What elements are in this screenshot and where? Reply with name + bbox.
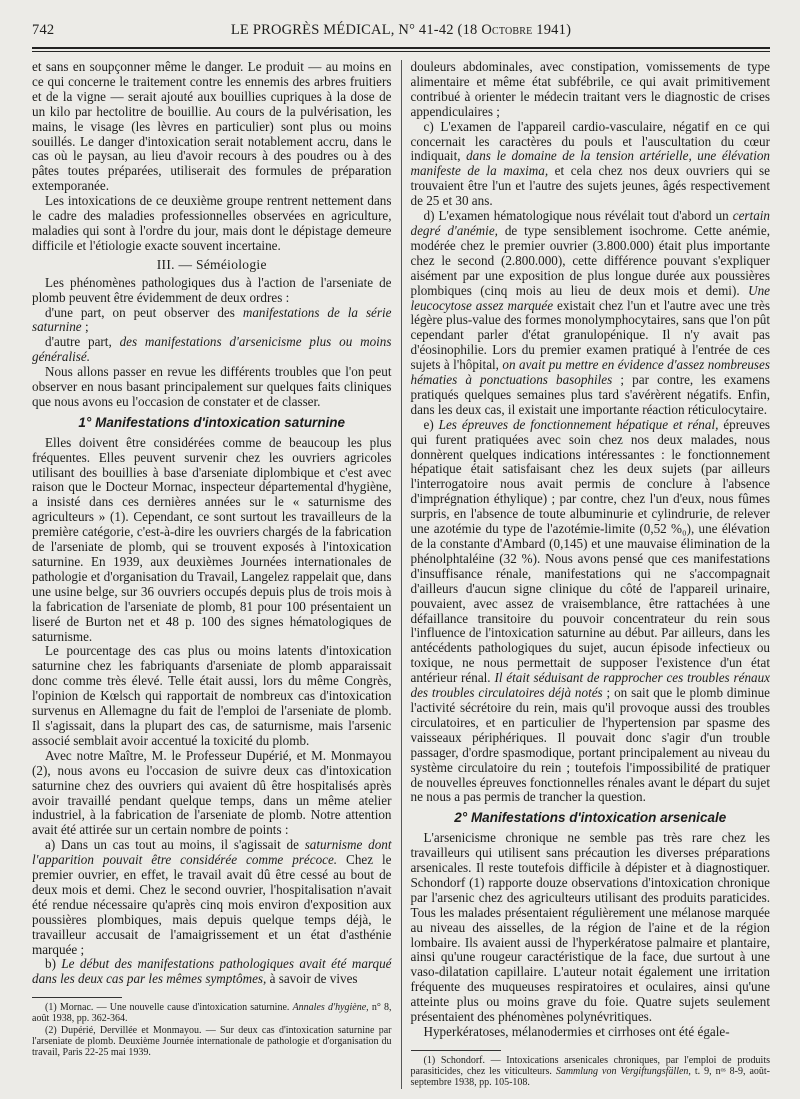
paragraph: Le pourcentage des cas plus ou moins latents d'intoxication saturnine chez les fabriquants d'arseniate de plomb apparaissait donc comme très élevé. Telle était aussi, lors du même Congrès, l'opinion de Kœlsch qui rapportait de nombreux cas d'intoxication survenus en Allemagne du fait de l'emploi de l'arseniate de plomb. Il s'agissait, dans la plupart des cas, de saturnisme, mais l'arsenic associé semblait avoir accentué la toxicité du plomb. xyxy=(32,643,392,748)
running-header xyxy=(32,22,770,44)
text: c) L'examen de l'appareil cardio-vasculaire, négatif en ce qui concernait les caractères du pouls et l'auscultation du cœur indiquait, xyxy=(410,118,770,164)
italic-text: certain degré d'anémie, xyxy=(410,208,770,238)
text: (1) Schondorf. — Intoxications arsenicales chroniques, par l'emploi de produits parasiticides, chez les viticulteurs. xyxy=(410,1054,770,1078)
italic-text: Annales d'hygiène, xyxy=(292,1002,369,1014)
paragraph: Avec notre Maître, M. le Professeur Dupérié, et M. Monmayou (2), nous avons eu l'occasion de suivre deux cas d'intoxication saturnine chez des ouvriers qui avaient dû être hospitalisés après avoir travaillé pendant quelque temps, dans un même atelier industriel, à la fabrication de l'arseniate de plomb. Notre attention avait été attirée sur un certain nombre de points : xyxy=(32,747,392,838)
italic-text: des manifestations d'arsenicisme plus ou moins généralisé. xyxy=(32,334,392,365)
italic-text: Le début des manifestations pathologiques avait été marqué dans les deux cas par les mêmes symptômes, xyxy=(32,956,392,987)
italic-text: dans le domaine de la tension artérielle, une élévation manifeste de la maxima, xyxy=(410,148,770,179)
text: ; on sait que le plomb diminue l'activité sécrétoire du rein, mais qu'il provoque aussi des troubles circulatoires, et en particulier de l'hypertension par spasme des vaisseaux périphériques. Il pouvait donc s'agir d'un trouble passager, d'ordre spasmodique, portant principalement au niveau du système circulatoire du rein ; toutefois l'impossibilité de pratiquer de nouvelles épreuves fonctionnelles rénales avant le départ du sujet ne nous a pas permis de trancher la question. xyxy=(410,685,770,805)
page-number: 742 xyxy=(32,22,55,38)
section-heading: III. — Séméiologie xyxy=(156,256,267,272)
paragraph: douleurs abdominales, avec constipation, vomissements de type alimentaire et même état subfébrile, ce qui avait primitivement contribué à orienter le médecin traitant vers le diagnostic de crises appendiculaires ; xyxy=(410,59,770,119)
paragraph xyxy=(32,335,392,365)
paragraph xyxy=(32,306,392,336)
text: b) xyxy=(45,956,62,972)
paragraph: Hyperkératoses, mélanodermies et cirrhoses ont été égale- xyxy=(423,1024,730,1039)
text: ; xyxy=(81,319,89,335)
text: d'une part, on peut observer des xyxy=(45,304,243,320)
text: de type sensiblement isochrome. Cette anémie, modérée chez le premier ouvrier (3.800.000) était plus importante chez le second (2.800.000), cette différence pouvant s'expliquer aisément par une exposition de plus longue durée aux poussières plombiques (cinq mois au lieu de deux mois et demi). xyxy=(410,222,770,298)
footnote xyxy=(32,1002,392,1024)
text: d'autre part, xyxy=(45,334,120,350)
italic-text: Une leucocytose assez marquée xyxy=(410,282,770,313)
paragraph xyxy=(411,418,771,806)
paragraph xyxy=(411,209,771,418)
header-rule xyxy=(32,47,770,52)
right-column xyxy=(401,60,771,1089)
text: a) Dans un cas tout au moins, il s'agissait de xyxy=(45,837,305,853)
subsection-heading: 2° Manifestations d'intoxication arsenicale xyxy=(454,810,727,826)
text: ; par contre, les examens pratiqués quelques semaines plus tard s'avérèrent négatifs. Enfin, dans les deux cas, il existait une importante réaction réticulocytaire. xyxy=(410,372,770,417)
footnote: (2) Dupérié, Dervillée et Monmayou. — Sur deux cas d'intoxication saturnine par l'arseniate de plomb. Deuxième Journée internationale de pathologie et d'organisation du travail, Paris 22-25 mai 1939. xyxy=(32,1024,392,1059)
italic-text: Il était séduisant de rapprocher ces troubles rénaux des troubles circulatoires déjà notés xyxy=(410,670,770,701)
subsection-heading: 1° Manifestations d'intoxication saturnine xyxy=(78,414,346,430)
italic-text: on avait pu mettre en évidence d'assez nombreuses hématies à ponctuations basophiles xyxy=(410,357,770,388)
footnote-rule xyxy=(411,1050,501,1051)
paragraph xyxy=(411,120,771,209)
text: n° 8, août 1938, pp. 362-364. xyxy=(32,1002,392,1025)
paragraph: Les phénomènes pathologiques dus à l'action de l'arseniate de plomb peuvent être évidemment de deux ordres : xyxy=(32,274,392,305)
paragraph xyxy=(32,838,392,957)
left-column xyxy=(32,60,401,1089)
text: d) L'examen hématologique nous révélait tout d'abord un xyxy=(423,208,733,224)
footnote xyxy=(411,1055,771,1089)
text: Chez le premier ouvrier, en effet, le travail avait dû être cessé au bout de deux mois et demi. Chez le second ouvrier, l'hospitalisation n'avait été rendue nécessaire qu'après cinq mois environ d'exposition aux poussières plombiques, mais depuis quelque temps déjà, le travailleur accusait de l'amaigrissement et un état d'asthénie marquée ; xyxy=(32,852,392,957)
text: épreuves qui furent pratiquées avec soin chez nos deux malades, nous donnèrent quelques indications intéressantes : le fonctionnement hépatique était satisfaisant chez les deux sujets (par ailleurs l'interrogatoire nous avait permis de conclure à l'absence d'imprégnation éthylique) ; par contre, chez l'un d'eux, nous fûmes surpris, en l'absence de toute albuminurie et cylindrurie, de relever une azotémie du type de l'azotémie-limite (0,52 %₀), une élévation de la constante d'Ambard (0,145) et une mauvaise élimination de la phénolphtaléine (32 %). Nous avons pensé que ces manifestations d'insuffisance rénale, manifestations qui ne s'accompagnait d'ailleurs d'aucun signe clinique du côté de l'appareil urinaire, pouvaient, avec assez de vraisemblance, être rattachées à une défaillance transitoire du pouvoir concentrateur du rein sous l'influence de l'intoxication saturnine au début. Par ailleurs, dans les antécédents pathologiques du sujet, aucun épisode infectieux ou toxique, ne nous permettait de supposer l'existence d'un état antérieur rénal. xyxy=(410,416,771,686)
paragraph: Elles doivent être considérées comme de beaucoup les plus fréquentes. Elles peuvent survenir chez les ouvriers agricoles utilisant des bouillies à base d'arseniate diplombique et c'est avec raison que le Docteur Mornac, inspecteur départemental d'hygiène, a insisté dans ces dernières années sur le « saturnisme des agriculteurs » (1). Cependant, ce sont surtout les travailleurs de la première catégorie, c'est-à-dire les ouvriers chargés de la fabrication de l'arseniate de plomb, qui se trouvent exposés à l'intoxication saturnine. En 1939, aux deuxièmes Journées internationales de pathologie et d'organisation du Travail, Langelez rappelait que, dans une usine belge, sur 36 ouvriers occupés depuis plus de trois mois à la fabrication de l'arseniate de plomb, 81 pour 100 présentaient un liseré de Burton net et 48 p. 100 des signes hématologiques de saturnisme. xyxy=(32,434,392,644)
text: t. 9, nᵒˢ 8-9, août-septembre 1938, pp. 105-108. xyxy=(410,1066,770,1089)
italic-text: Les épreuves de fonctionnement hépatique et rénal, xyxy=(438,416,719,432)
italic-text: saturnisme dont l'apparition pouvait être considérée comme précoce. xyxy=(32,837,392,868)
italic-text: Sammlung von Vergiftungsfällen, xyxy=(555,1066,691,1078)
paragraph: et sans en soupçonner même le danger. Le produit — au moins en ce qui concerne le traitement contre les ennemis des arbres fruitiers et de la vigne — serait ajouté aux bouillies cupriques à la dose de un kilo par hectolitre de bouillie. Au cours de la pulvérisation, les mains, le visage (les lèvres en particulier) sont plus ou moins souillés. Le danger d'intoxication serait notablement accru, dans le cas où le paysan, au lieu d'avoir recours à des poudres ou à des pâtes toutes préparées, utiliserait des formules de préparation extemporanée. xyxy=(32,59,392,194)
paragraph: Les intoxications de ce deuxième groupe rentrent nettement dans le cadre des maladies professionnelles observées en agriculture, maladies qui sont à l'ordre du jour, mais dont le dépistage demeure difficile et l'étiologie exacte souvent incertaine. xyxy=(32,193,392,253)
paragraph xyxy=(32,957,392,987)
text: e) xyxy=(423,416,439,432)
journal-title: LE PROGRÈS MÉDICAL, N° 41-42 (18 Octobre 1941) xyxy=(230,22,572,38)
text: existait chez l'un et l'autre avec une très légère plus-value des formes monolymphocytaires, sans que l'on pût cependant parler d'état granulopénique. Il n'y avait pas d'éosinophilie. Lors du premier examen pratiqué à l'entrée de ces sujets à l'hôpital, xyxy=(410,297,770,373)
paragraph: L'arsenicisme chronique ne semble pas très rare chez les travailleurs qui utilisent sans précaution les diverses préparations arsenicales. Il reste toutefois difficile à dépister et à diagnostiquer. Schondorf (1) rapporte douze observations d'intoxication chronique par l'arsenic chez des agriculteurs utilisant des produits paraticides. Tous les malades présentaient régulièrement une mélanose marquée au niveau des aisselles, de la région de l'aine et de la région lombaire. Ils avaient aussi de l'hyperkératose palmaire et plantaire, ainsi qu'une rougeur caractéristique de la face, due surtout à une vaso-dilatation capillaire. L'auteur notait également une irritation fréquente des muqueuses respiratoires et oculaires, ainsi qu'une atteinte plus ou moins grave du foie. Quatre sujets seulement présentaient des phénomènes polynévritiques. xyxy=(410,830,770,1025)
two-column-body xyxy=(32,60,770,1089)
text: (1) Mornac. — Une nouvelle cause d'intoxication saturnine. xyxy=(45,1002,293,1014)
italic-text: manifestations de la série saturnine xyxy=(32,304,392,335)
text: à savoir de vives xyxy=(266,971,358,987)
text: et cela chez nos deux ouvriers qui se trouvaient être l'un et l'autre des sujets jeunes, âgés respectivement de 25 et 30 ans. xyxy=(410,163,771,209)
paragraph: Nous allons passer en revue les différents troubles que l'on peut observer en nous basant principalement sur quelques faits cliniques que nous avons eu l'occasion de constater et de classer. xyxy=(32,364,392,409)
footnote-rule xyxy=(32,997,122,998)
